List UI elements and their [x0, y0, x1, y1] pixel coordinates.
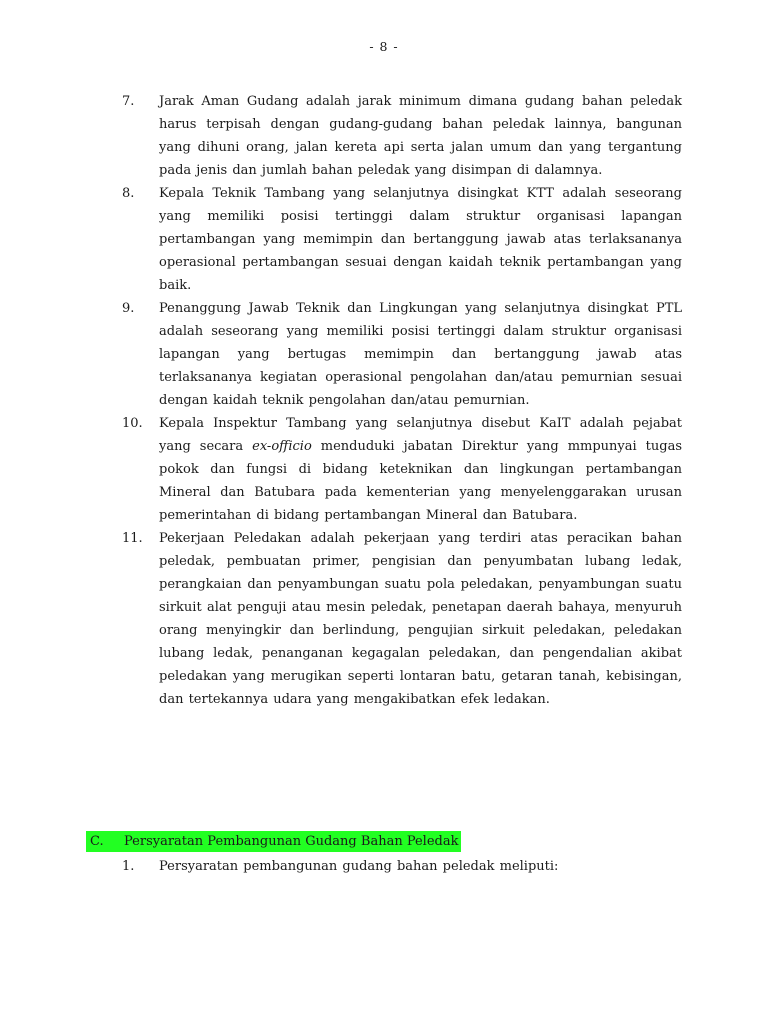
page-number: - 8 - [369, 39, 399, 54]
item-text-part: Kepala Inspektur Tambang yang selanjutnya disebut KaIT adalah pejabat yang secara [159, 416, 682, 454]
item-text: Pekerjaan Peledakan adalah pekerjaan yang terdiri atas peracikan bahan peledak, pembuatan primer, pengisian dan penyumbatan lubang ledak, perangkaian dan penyambungan suatu pola peledakan, penyambungan suatu sirkuit alat penguji atau mesin peledak, penetapan daerah bahaya, menyuruh orang menyingkir dan berlindung, pengujian sirkuit peledakan, peledakan lubang ledak, penanganan kegagalan peledakan, dan pengendalian akibat peledakan yang merugikan seperti lontaran batu, getaran tanah, kebisingan, dan tertekannya udara yang mengakibatkan efek ledakan. [159, 531, 682, 707]
item-number: 7. [122, 94, 135, 109]
section-heading [86, 831, 686, 852]
item-number: 9. [122, 301, 135, 316]
item-number: 10. [122, 416, 143, 431]
item-text: Jarak Aman Gudang adalah jarak minimum dimana gudang bahan peledak harus terpisah dengan gudang-gudang bahan peledak lainnya, bangunan yang dihuni orang, jalan kereta api serta jalan umum dan yang tergantung pada jenis dan jumlah bahan peledak yang disimpan di dalamnya. [159, 94, 682, 178]
list-item [122, 297, 682, 412]
item-text: Penanggung Jawab Teknik dan Lingkungan yang selanjutnya disingkat PTL adalah seseorang yang memiliki posisi tertinggi dalam struktur organisasi lapangan yang bertugas memimpin dan bertanggung jawab atas terlaksananya kegiatan operasional pengolahan dan/atau pemurnian sesuai dengan kaidah teknik pengolahan dan/atau pemurnian. [159, 301, 682, 408]
item-text [159, 412, 682, 527]
list-item [122, 412, 682, 527]
sub-list-item [122, 855, 682, 878]
italic-term: ex-officio [252, 439, 312, 454]
section-title: Persyaratan Pembangunan Gudang Bahan Peledak [124, 834, 459, 849]
item-text-part: menduduki jabatan Direktur yang mmpunyai tugas pokok dan fungsi di bidang keteknikan dan lingkungan pertambangan Mineral dan Batubara pada kementerian yang menyelenggarakan urusan pemerintahan di bidang pertambangan Mineral dan Batubara. [159, 439, 682, 523]
list-item [122, 90, 682, 182]
item-number: 11. [122, 531, 143, 546]
item-text: Persyaratan pembangunan gudang bahan peledak meliputi: [159, 859, 559, 874]
list-item [122, 182, 682, 297]
definition-list [122, 90, 682, 711]
item-number: 1. [122, 859, 135, 874]
item-text: Kepala Teknik Tambang yang selanjutnya disingkat KTT adalah seseorang yang memiliki posisi tertinggi dalam struktur organisasi lapangan pertambangan yang memimpin dan bertanggung jawab atas terlaksananya operasional pertambangan sesuai dengan kaidah teknik pertambangan yang baik. [159, 186, 682, 293]
list-item [122, 527, 682, 711]
highlighted-heading [86, 831, 461, 852]
item-number: 8. [122, 186, 135, 201]
section-letter: C. [90, 834, 104, 849]
